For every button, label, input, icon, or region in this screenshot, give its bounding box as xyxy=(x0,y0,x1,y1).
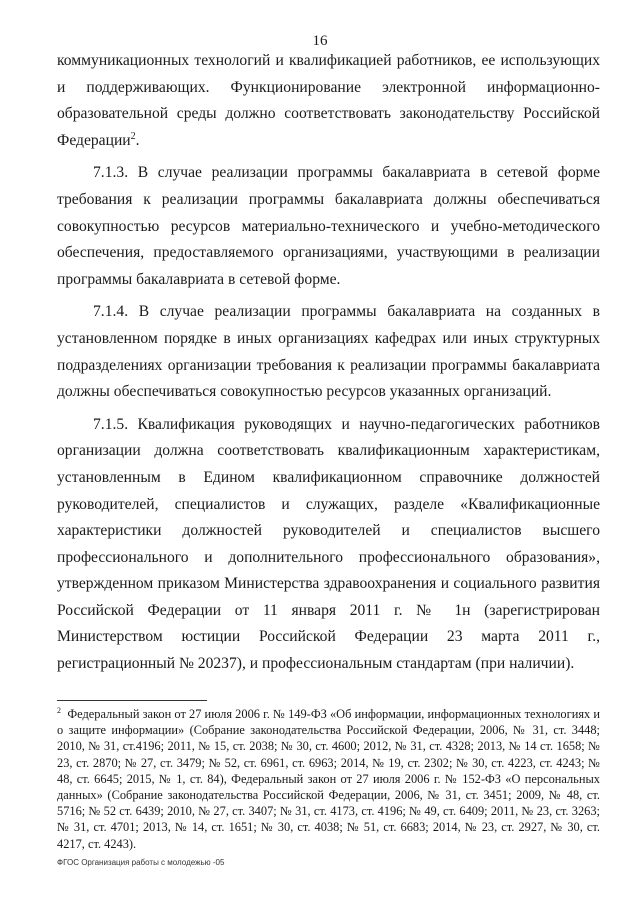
paragraph-continuation xyxy=(57,48,600,154)
page-number: 16 xyxy=(312,33,328,49)
body-text xyxy=(57,48,600,684)
page-footer: ФГОС Организация работы с молодежью -05 xyxy=(57,858,225,867)
footnote-text: Федеральный закон от 27 июля 2006 г. № 149-ФЗ «Об информации, информационных технологиях и о защите информации» (Собрание законодательства Российской Федерации, 2006, № 31, ст. 3448; 2010, № 31, ст.4196; 2011, № 15, ст. 2038; № 30, ст. 4600; 2012, № 31, ст. 4328; 2013, № 14 ст. 1658; № 23, ст. 2870; № 27, ст. 3479; № 52, ст. 6961, ст. 6963; 2014, № 19, ст. 2302; № 30, ст. 4223, ст. 4243; № 48, ст. 6645; 2015, № 1, ст. 84), Федеральный закон от 27 июля 2006 г. № 152-ФЗ «О персональных данных» (Собрание законодательства Российской Федерации, 2006, № 31, ст. 3451; 2009, № 48, ст. 5716; № 52 ст. 6439; 2010, № 27, ст. 3407; № 31, ст. 4173, ст. 4196; № 49, ст. 6409; 2011, № 23, ст. 3263; № 31, ст. 4701; 2013, № 14, ст. 1651; № 30, ст. 4038; № 51, ст. 6683; 2014, № 23, ст. 2927, № 30, ст. 4217, ст. 4243). xyxy=(57,707,601,851)
footnote-reference[interactable]: 2 xyxy=(130,130,136,142)
paragraph-tail: . xyxy=(135,131,140,149)
paragraph-text: коммуникационных технологий и квалификацией работников, ее использующих и поддерживающих. Функционирование электронной информационно-образовательной среды должно соответствовать законодательству Российской Федерации xyxy=(57,52,600,149)
paragraph-7-1-3: 7.1.3. В случае реализации программы бакалавриата в сетевой форме требования к реализации программы бакалавриата должны обеспечиваться совокупностью ресурсов материально-технического и учебно-методического обеспечения, предоставляемого организациями, участвующими в реализации программы бакалавриата в сетевой форме. xyxy=(57,164,600,288)
footnote-divider xyxy=(57,700,207,701)
footnote xyxy=(57,706,600,852)
paragraph-7-1-4: 7.1.4. В случае реализации программы бакалавриата на созданных в установленном порядке в иных организациях кафедрах или иных структурных подразделениях организации требования к реализации программы бакалавриата должны обеспечиваться совокупностью ресурсов указанных организаций. xyxy=(57,303,600,401)
paragraph-7-1-5: 7.1.5. Квалификация руководящих и научно-педагогических работников организации должна соответствовать квалификационным характеристикам, установленным в Едином квалификационном справочнике должностей руководителей, специалистов и служащих, разделе «Квалификационные характеристики должностей руководителей и специалистов высшего профессионального и дополнительного профессионального образования», утвержденном приказом Министерства здравоохранения и социального развития Российской Федерации от 11 января 2011 г. № 1н (зарегистрирован Министерством юстиции Российской Федерации 23 марта 2011 г., регистрационный № 20237), и профессиональным стандартам (при наличии). xyxy=(57,415,600,673)
footnote-marker: 2 xyxy=(57,705,61,715)
